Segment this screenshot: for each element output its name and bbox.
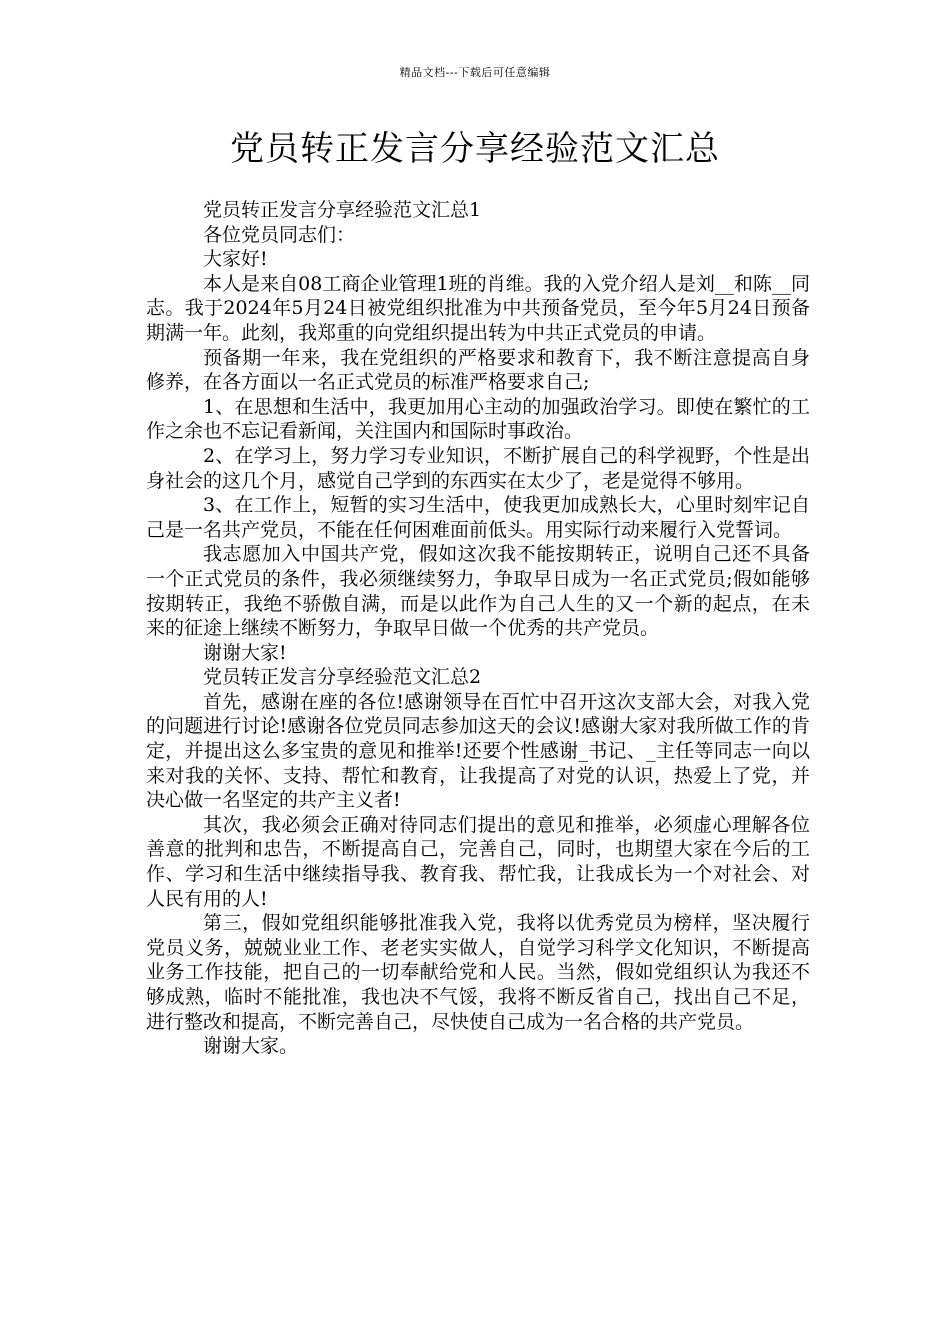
salutation: 各位党员同志们： <box>203 223 356 246</box>
closing: 谢谢大家! <box>203 641 287 664</box>
paragraph: 第三，假如党组织能够批准我入党，我将以优秀党员为榜样，坚决履行党员义务，兢兢业业工作、老老实实做人，自觉学习科学文化知识，不断提高业务工作技能，把自己的一切奉献给党和人民。当然，假如党组织认为我还不够成熟，临时不能批准，我也决不气馁，我将不断反省自己，找出自己不足，进行整改和提高，不断完善自己，尽快使自己成为一名合格的共产党员。 <box>146 912 810 1033</box>
section-heading-1: 党员转正发言分享经验范文汇总1 <box>203 199 482 221</box>
list-item: 3、在工作上，短暂的实习生活中，使我更加成熟长大，心里时刻牢记自己是一名共产党员，不能在任何困难面前低头。用实际行动来履行入党誓词。 <box>146 494 810 541</box>
paragraph: 预备期一年来，我在党组织的严格要求和教育下，我不断注意提高自身修养，在各方面以一名正式党员的标准严格要求自己; <box>146 346 810 394</box>
document-body <box>146 198 810 1059</box>
list-item: 2、在学习上，努力学习专业知识，不断扩展自己的科学视野，个性是出身社会的这几个月，感觉自己学到的东西实在太少了，老是觉得不够用。 <box>146 444 810 492</box>
paragraph: 我志愿加入中国共产党，假如这次我不能按期转正，说明自己还不具备一个正式党员的条件，我必须继续努力，争取早日成为一名正式党员;假如能够按期转正，我绝不骄傲自满，而是以此作为自己人生的又一个新的起点，在未来的征途上继续不断努力，争取早日做一个优秀的共产党员。 <box>146 543 810 640</box>
paragraph: 首先，感谢在座的各位!感谢领导在百忙中召开这次支部大会，对我入党的问题进行讨论!感谢各位党员同志参加这天的会议!感谢大家对我所做工作的肯定，并提出这么多宝贵的意见和推举!还要个性感谢_书记、_主任等同志一向以来对我的关怀、支持、帮忙和教育，让我提高了对党的认识，热爱上了党，并决心做一名坚定的共产主义者! <box>146 690 810 812</box>
closing: 谢谢大家。 <box>203 1035 299 1058</box>
list-item: 1、在思想和生活中，我更加用心主动的加强政治学习。即使在繁忙的工作之余也不忘记看新闻，关注国内和国际时事政治。 <box>146 395 810 443</box>
section-heading-2: 党员转正发言分享经验范文汇总2 <box>203 666 482 689</box>
paragraph: 其次，我必须会正确对待同志们提出的意见和推举，必须虚心理解各位善意的批判和忠告，不断提高自己，完善自己，同时，也期望大家在今后的工作、学习和生活中继续指导我、教育我、帮忙我，让我成长为一个对社会、对人民有用的人! <box>146 813 810 910</box>
header-note: 精品文档---下载后可任意编辑 <box>399 66 551 79</box>
paragraph: 本人是来自08工商企业管理1班的肖维。我的入党介绍人是刘__和陈__同志。我于2024年5月24日被党组织批准为中共预备党员，至今年5月24日预备期满一年。此刻，我郑重的向党组织提出转为中共正式党员的申请。 <box>146 272 810 344</box>
document-title: 党员转正发言分享经验范文汇总 <box>230 129 720 169</box>
greeting: 大家好! <box>203 248 268 271</box>
